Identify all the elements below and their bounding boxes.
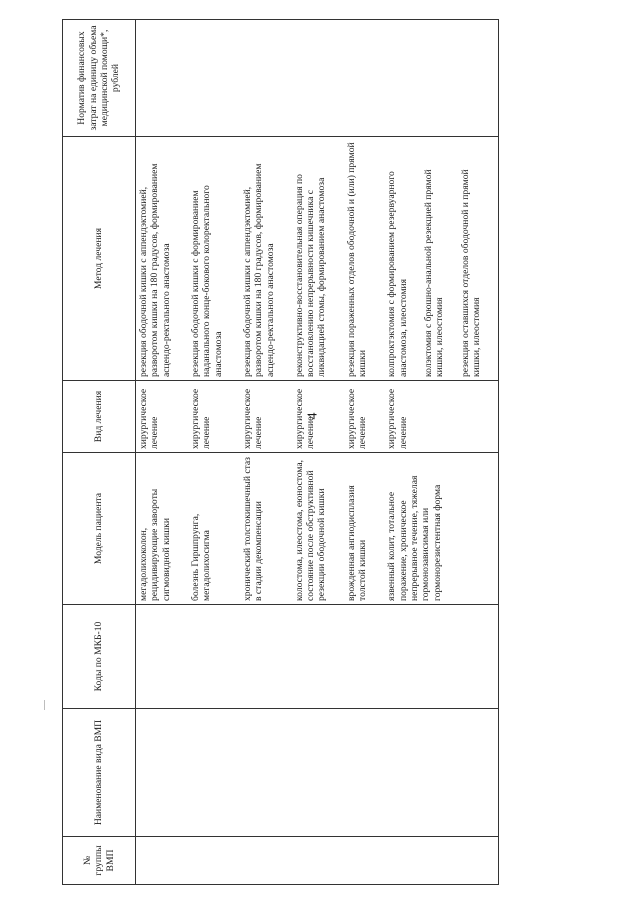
icd-codes-cell bbox=[136, 605, 174, 709]
patient-model-cell: язвенный колит, тотальное поражение, хроническое непрерывное течение, тяжелая гормонозависимая или гормонорезистентная форма bbox=[384, 453, 484, 605]
table-row bbox=[384, 20, 484, 885]
table-row bbox=[188, 20, 226, 885]
patient-model-cell: врожденная ангиодисплазия толстой кишки bbox=[344, 453, 371, 605]
treatment-method-item: колпроктэктомия с формированием резервуарного анастомоза, илеостомия bbox=[386, 171, 409, 377]
patient-model-cell: болезнь Гиршпрунга, мегадолихосигма bbox=[188, 453, 226, 605]
header-patient-model: Модель пациента bbox=[63, 453, 136, 605]
table-row bbox=[344, 20, 371, 885]
vmp-table bbox=[62, 19, 499, 885]
treatment-type-cell: хирургическое лечение bbox=[292, 381, 330, 453]
table-row bbox=[240, 20, 278, 885]
header-treatment-type: Вид лечения bbox=[63, 381, 136, 453]
treatment-type-cell: хирургическое лечение bbox=[188, 381, 226, 453]
patient-model-cell: колостома, илеостома, еюностома, состояние после обструктивной резекции ободочной кишки bbox=[292, 453, 330, 605]
treatment-method-cell: резекция ободочной кишки с формированием наданального конце-бокового колоректального анастомоза bbox=[188, 137, 226, 381]
group-number-cell bbox=[136, 837, 174, 885]
patient-model-cell: мегадолихоколон, рецидивирующие завороты сигмовидной кишки bbox=[136, 453, 174, 605]
header-cost-norm: Норматив финансовых затрат на единицу объема медицинской помощи*, рублей bbox=[63, 20, 136, 137]
treatment-type-cell: хирургическое лечение bbox=[136, 381, 174, 453]
header-group-number: № группы ВМП bbox=[63, 837, 136, 885]
table-row bbox=[136, 20, 174, 885]
treatment-method-cell: резекция ободочной кишки с аппендэктомией, разворотом кишки на 180 градусов, формированием асцендо-ректального анастомоза bbox=[240, 137, 278, 381]
table-row bbox=[292, 20, 330, 885]
treatment-type-cell: хирургическое лечение bbox=[384, 381, 484, 453]
treatment-method-item: резекция оставшихся отделов ободочной и прямой кишки, илеостомия bbox=[459, 169, 482, 377]
treatment-method-item: колэктомия с брюшно-анальной резекцией прямой кишки, илеостомия bbox=[423, 169, 446, 377]
treatment-type-cell: хирургическое лечение bbox=[240, 381, 278, 453]
patient-model-cell: хронический толстокишечный стаз в стадии декомпенсации bbox=[240, 453, 278, 605]
header-vmp-name: Наименование вида ВМП bbox=[63, 709, 136, 837]
treatment-method-cell: реконструктивно-восстановительная операция по восстановлению непрерывности кишечника с ликвидацией стомы, формированием анастомоза bbox=[292, 137, 330, 381]
table-header-row bbox=[63, 20, 136, 885]
treatment-type-cell: хирургическое лечение bbox=[344, 381, 371, 453]
cost-norm-cell bbox=[136, 20, 174, 137]
rotated-page-content bbox=[62, 20, 640, 885]
treatment-method-cell: резекция ободочной кишки с аппендэктомией, разворотом кишки на 180 градусов, формированием асцендо-ректального анастомоза bbox=[136, 137, 174, 381]
header-treatment-method: Метод лечения bbox=[63, 137, 136, 381]
scan-mark bbox=[44, 700, 45, 710]
treatment-method-cell bbox=[384, 137, 484, 381]
vmp-name-cell bbox=[136, 709, 174, 837]
header-icd-codes: Коды по МКБ-10 bbox=[63, 605, 136, 709]
treatment-method-cell: резекция пораженных отделов ободочной и (или) прямой кишки bbox=[344, 137, 371, 381]
page-number: 4 bbox=[305, 412, 321, 420]
